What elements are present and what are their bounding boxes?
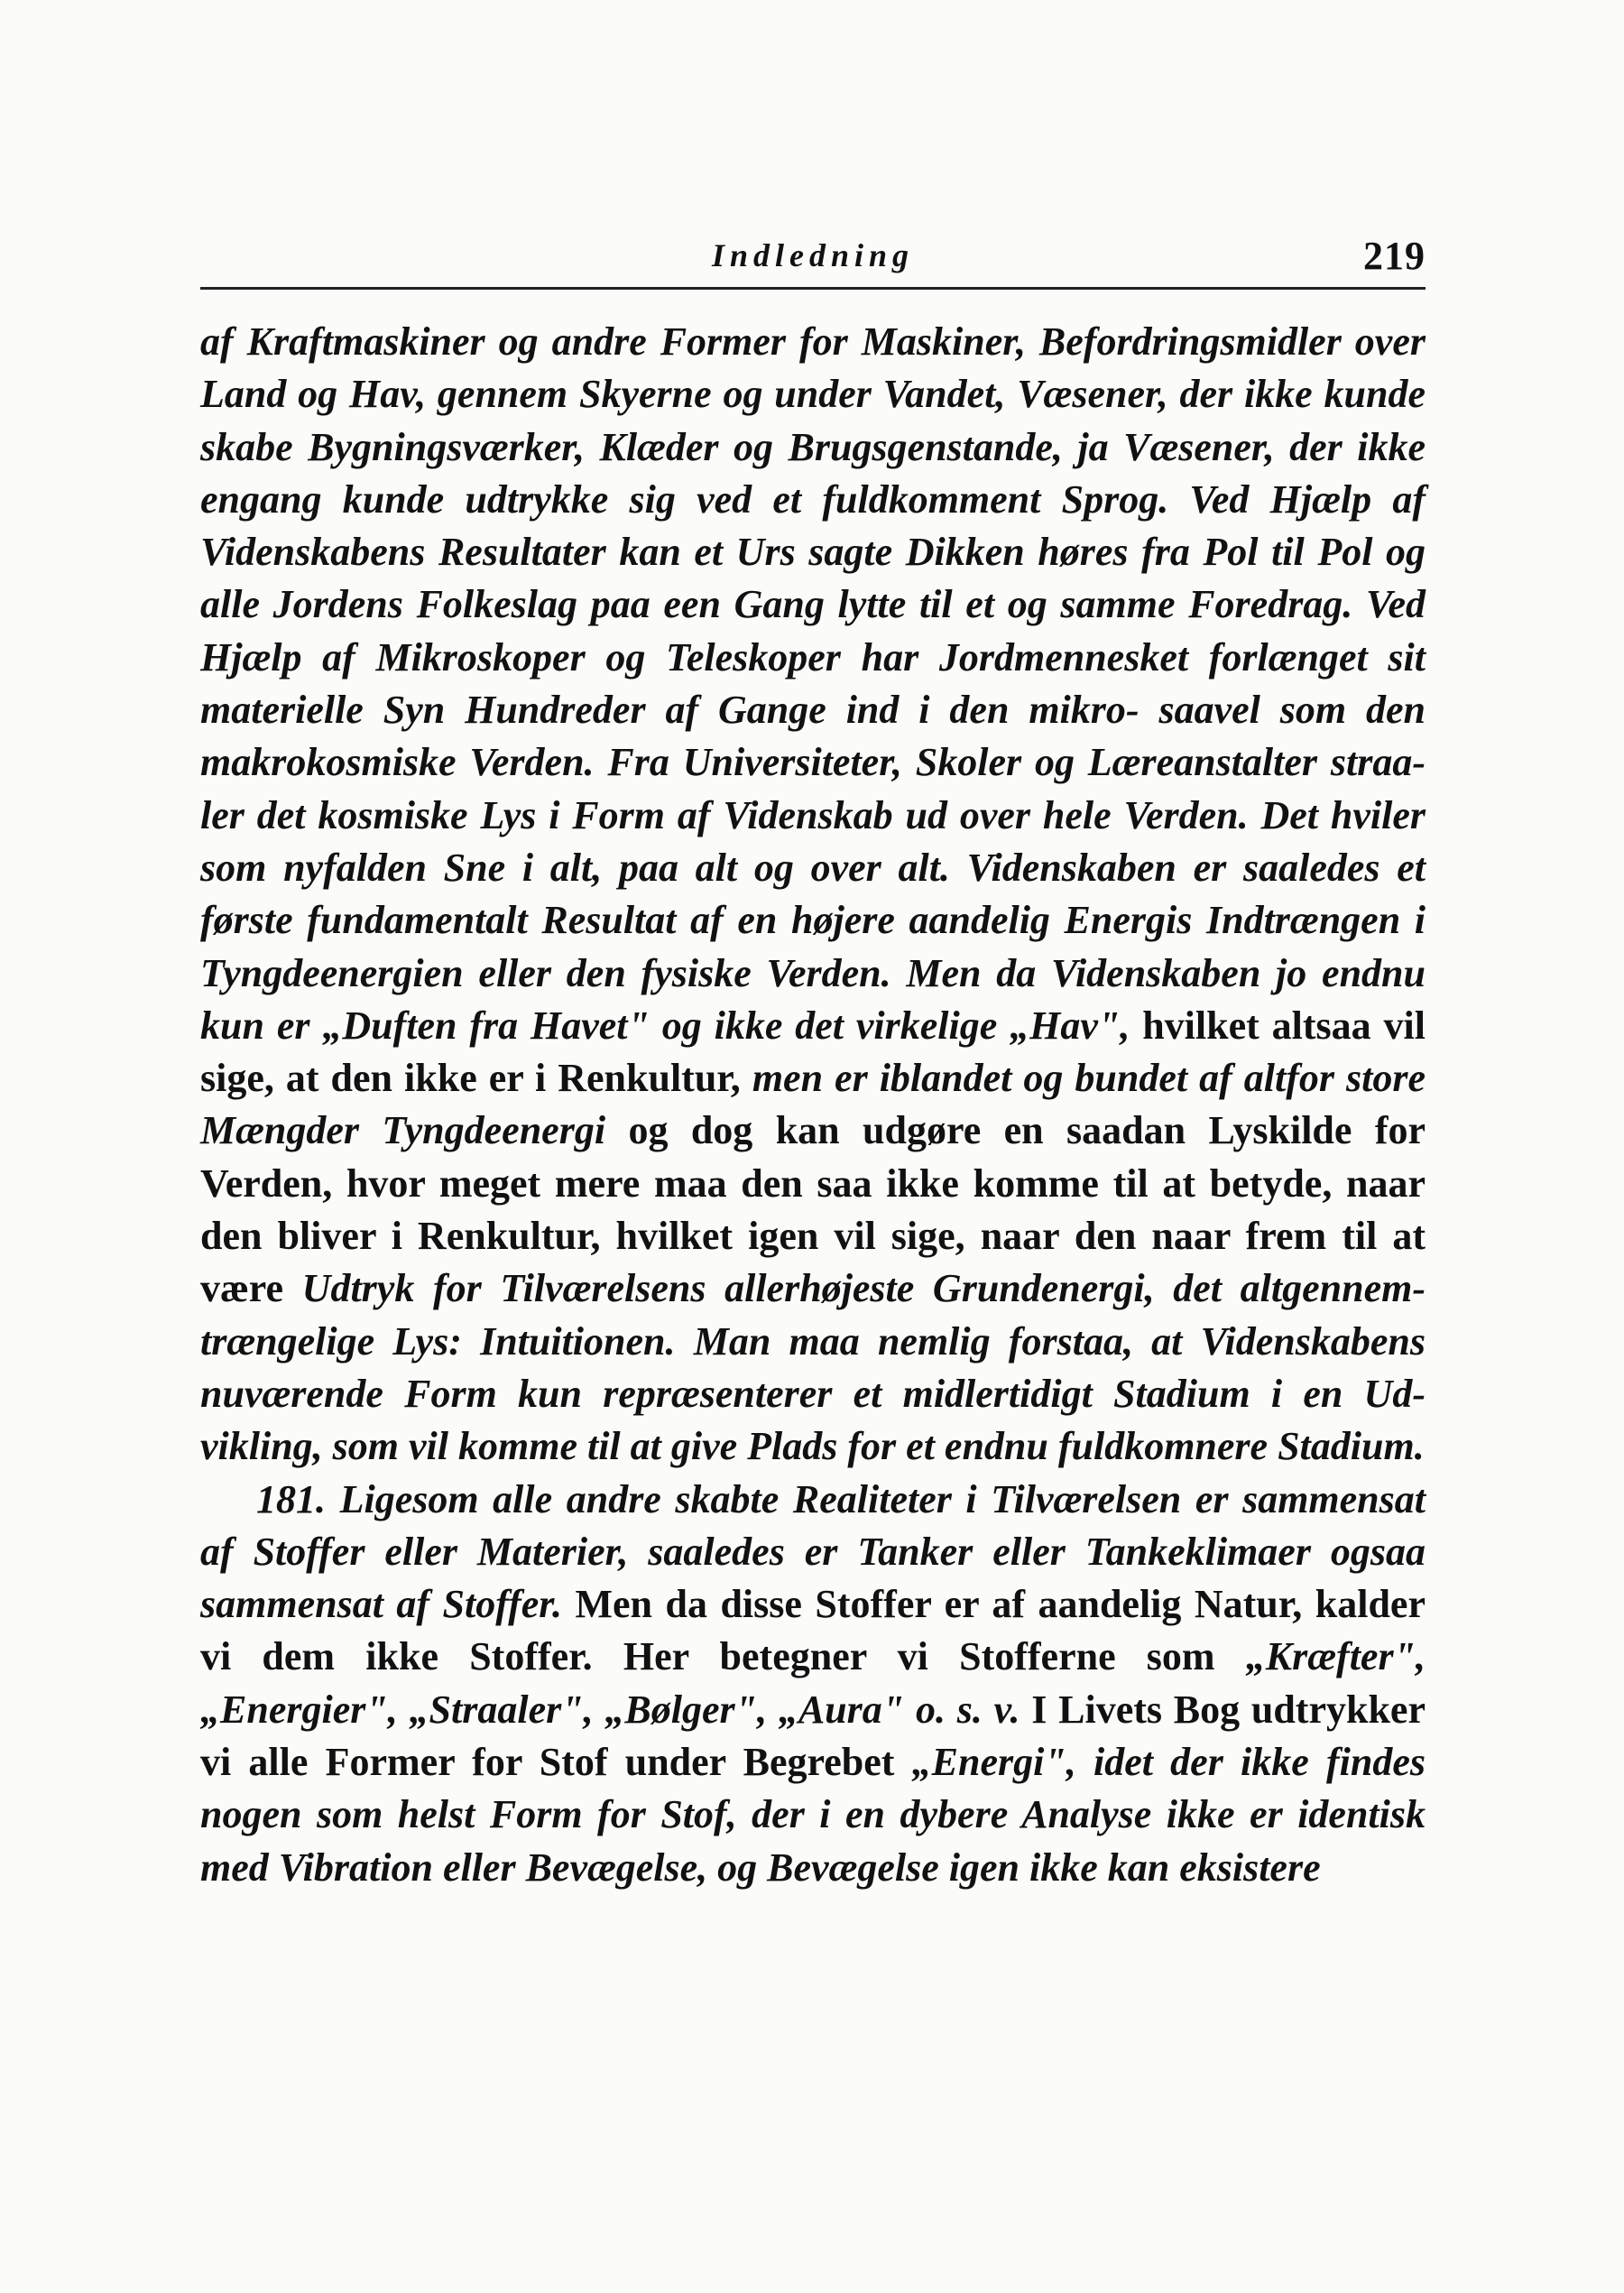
paragraph [200,1474,1426,1894]
text-run: Men da disse Stoffer er af aandelig Natur, kalder vi dem ikke Stoffer. Her betegner vi Stofferne som [200,1582,1426,1679]
text-run: Udtryk for Tilværelsens allerhøjeste Grundenergi, det altgennemtrængelige Lys: Intuitionen. Man maa nemlig forstaa, at Videnskabens nuværende Form kun repræsenterer et midlertidigt Stadium i en Udvikling, som vil komme til at give Plads for et endnu fuldkomnere Stadium. [200,1266,1426,1469]
text-run: hvilket altsaa vil sige, at den ikke er i Renkultur, [200,1003,1426,1101]
body-text [200,316,1426,1894]
page-number: 219 [1363,234,1426,278]
text-run: I Livets Bog udtrykker vi alle Former for Stof under Begrebet [200,1687,1426,1785]
text-run: „Energi", idet der ikke findes nogen som helst Form for Stof, der i en dybere Analyse ikke er identisk med Vibration eller Bevægelse, og Bevægelse igen ikke kan eksistere [200,1740,1426,1890]
text-run: af Kraftmaskiner og andre Former for Maskiner, Befordringsmidler over Land og Hav, gennem Skyerne og under Vandet, Væsener, der ikke kunde skabe Bygningsværker, Klæder og Brugsgenstande, ja Væsener, der ikke engang kunde udtrykke sig ved et fuldkomment Sprog. Ved Hjælp af Videnskabens Resultater kan et Urs sagte Dikken høres fra Pol til Pol og alle Jordens Folkeslag paa een Gang lytte til et og samme Foredrag. Ved Hjælp af Mikroskoper og Teleskoper har Jordmennesket forlænget sit materielle Syn Hundreder af Gange ind i den mikro- saavel som den makrokosmiske Verden. Fra Universiteter, Skoler og Læreanstalter straaler det kosmiske Lys i Form af Videnskab ud over hele Verden. Det hviler som nyfalden Sne i alt, paa alt og over alt. Videnskaben er saaledes et første fundamentalt Resultat af en højere aandelig Energis Indtrængen i Tyngdeenergien eller den fysiske Verden. Men da Videnskaben jo endnu kun er „Duften fra Havet" og ikke det virkelige „Hav", [200,319,1426,1048]
page-header [200,226,1426,290]
running-title: Indledning [711,237,915,273]
text-run: 181. Ligesom alle andre skabte Realiteter i Tilværelsen er sammensat af Stoffer eller Materier, saaledes er Tanker eller Tankeklimaer ogsaa sammensat af Stoffer. [200,1476,1426,1627]
text-run: og dog kan udgøre en saadan Lyskilde for Verden, hvor meget mere maa den saa ikke komme til at betyde, naar den bliver i Renkultur, hvilket igen vil sige, naar den naar frem til at være [200,1108,1426,1311]
text-run: men er iblandet og bundet af altfor store Mængder Tyngdeenergi [200,1056,1426,1153]
text-run: „Kræfter", „Energier", „Straaler", „Bølger", „Aura" o. s. v. [200,1634,1426,1732]
paragraph [200,316,1426,1474]
